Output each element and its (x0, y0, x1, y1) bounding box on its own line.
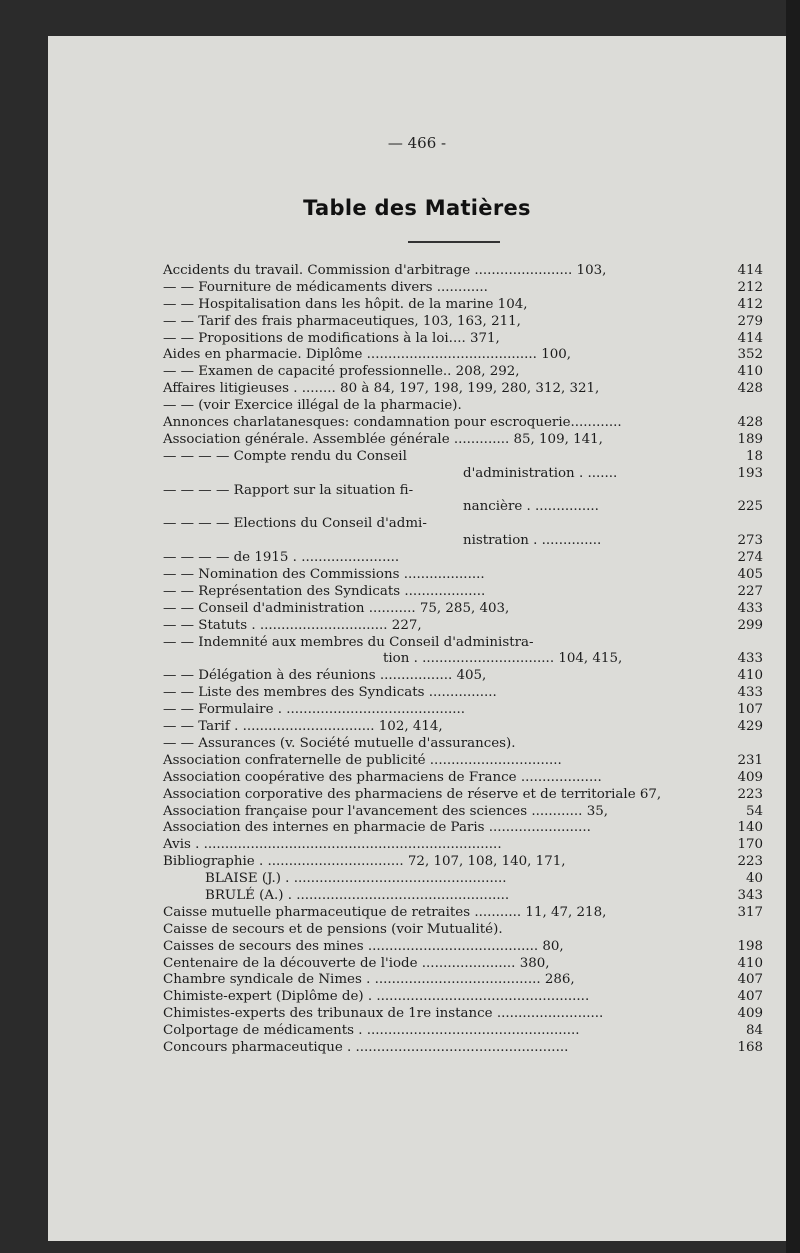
entry-label: — — — — Rapport sur la situation fi- (163, 482, 414, 498)
entry-page: 410 (737, 955, 763, 971)
index-entry (163, 1023, 763, 1040)
entry-page: 405 (737, 567, 763, 583)
entry-label: Annonces charlatanesques: condamnation pour escroquerie............ (163, 415, 622, 431)
index-entry (163, 1006, 763, 1023)
entry-page: 407 (737, 989, 763, 1005)
index-entry (163, 635, 723, 652)
entry-page: 410 (737, 364, 763, 380)
entry-page: 40 (745, 871, 763, 887)
entry-label: — — Représentation des Syndicats ................... (163, 583, 486, 599)
index-entry (163, 533, 763, 550)
index-entry (163, 550, 763, 567)
entry-page: 189 (737, 431, 763, 447)
index-entry (163, 431, 763, 449)
entry-label: Chimistes-experts des tribunaux de 1re instance ......................... (163, 1006, 604, 1022)
entry-page: 279 (737, 313, 763, 329)
entry-page: 84 (745, 1023, 763, 1039)
entry-page: 429 (737, 719, 763, 735)
entry-label: Bibliographie . ................................ 72, 107, 108, 140, 171, (163, 854, 566, 870)
index-entry (163, 415, 763, 432)
index-entry (163, 516, 723, 533)
entry-page: 317 (737, 904, 763, 920)
entry-page: 223 (737, 854, 763, 870)
index-entry (163, 364, 763, 381)
entry-page: 299 (737, 617, 763, 633)
entry-page: 212 (737, 279, 763, 295)
entry-page: 274 (737, 550, 763, 566)
index-entry (163, 989, 763, 1006)
entry-label: — — Fourniture de médicaments divers ............ (163, 279, 488, 295)
entry-page: 231 (737, 752, 763, 768)
entry-label: — — — — Compte rendu du Conseil (163, 448, 407, 464)
index-entry (163, 330, 763, 348)
index-entry (163, 583, 763, 601)
index-entry (163, 854, 763, 871)
page-number: — 466 - (387, 134, 447, 152)
entry-label: Caisses de secours des mines ........................................ 80, (163, 938, 564, 954)
index-entry (163, 1039, 763, 1057)
entry-label: Concours pharmaceutique . .................................................. (163, 1039, 569, 1055)
entry-label: — — — — Elections du Conseil d'admi- (163, 516, 427, 532)
index-entry (163, 786, 763, 804)
index-entry (163, 769, 763, 787)
entry-page: 193 (737, 465, 763, 481)
entry-label: Association générale. Assemblée générale ............. 85, 109, 141, (163, 431, 603, 447)
index-entry (163, 313, 763, 331)
entry-label: — — Propositions de modifications à la loi.... 371, (163, 330, 500, 346)
entry-label: Caisse de secours et de pensions (voir Mutualité). (163, 921, 503, 937)
index-entry (163, 904, 763, 922)
index-entry (163, 499, 763, 516)
entry-label: Association corporative des pharmaciens de réserve et de territoriale 67, (163, 786, 662, 802)
entry-label: Association française pour l'avancement des sciences ............ 35, (163, 803, 608, 819)
entry-page: 227 (737, 583, 763, 599)
entry-label: — — Tarif . ............................... 102, 414, (163, 719, 443, 735)
entry-label: — — Nomination des Commissions ................... (163, 567, 485, 583)
entry-label: — — Indemnité aux membres du Conseil d'administra- (163, 634, 534, 650)
index-entry (163, 803, 763, 821)
index-entry (163, 398, 723, 415)
entry-label: Association coopérative des pharmaciens de France ................... (163, 769, 602, 785)
entry-page: 18 (745, 448, 763, 464)
index-entry (163, 263, 763, 280)
index-entry (163, 685, 763, 702)
entry-page: 428 (737, 415, 763, 431)
entry-label: Affaires litigieuses . ........ 80 à 84, 197, 198, 199, 280, 312, 321, (163, 381, 600, 397)
entry-label: — — Délégation à des réunions ................. 405, (163, 668, 487, 684)
entry-page: 433 (737, 685, 763, 701)
index-entry (163, 752, 763, 770)
entry-label: — — Assurances (v. Société mutuelle d'assurances). (163, 735, 516, 751)
entry-label: — — Tarif des frais pharmaceutiques, 103, 163, 211, (163, 313, 521, 329)
entry-label: d'administration . ....... (463, 465, 618, 481)
entry-label: — — Hospitalisation dans les hôpit. de la marine 104, (163, 296, 528, 312)
entry-label: Avis . ...................................................................... (163, 837, 502, 853)
entry-page: 409 (737, 1006, 763, 1022)
index-entry (163, 279, 763, 297)
entry-label: nancière . ............... (463, 499, 599, 515)
index-entry (163, 617, 763, 635)
entry-page: 433 (737, 600, 763, 616)
entry-page: 54 (745, 803, 763, 819)
index-entry (163, 567, 763, 584)
entry-label: Chambre syndicale de Nimes . ....................................... 286, (163, 972, 575, 988)
entry-label: — — Conseil d'administration ........... 75, 285, 403, (163, 600, 510, 616)
index-entry (163, 651, 763, 668)
entry-label: — — (voir Exercice illégal de la pharmacie). (163, 398, 462, 414)
entry-page: 352 (737, 347, 763, 363)
entry-page: 428 (737, 381, 763, 397)
index-list (163, 263, 763, 1057)
entry-page: 433 (737, 651, 763, 667)
entry-page: 223 (737, 786, 763, 802)
index-entry (163, 955, 763, 973)
document-page (48, 36, 786, 1241)
index-entry (163, 938, 763, 956)
entry-label: Association confraternelle de publicité ............................... (163, 752, 562, 768)
entry-label: tion . ............................... 104, 415, (383, 651, 623, 667)
entry-page: 168 (737, 1039, 763, 1055)
entry-page: 170 (737, 837, 763, 853)
entry-page: 343 (737, 887, 763, 903)
index-entry (163, 887, 763, 905)
index-entry (163, 668, 763, 685)
index-entry (163, 296, 763, 314)
index-entry (163, 702, 763, 719)
entry-label: — — Formulaire . .......................................... (163, 702, 466, 718)
entry-page: 225 (737, 499, 763, 515)
entry-label: — — — — de 1915 . ....................... (163, 550, 400, 566)
entry-label: — — Examen de capacité professionnelle.. 208, 292, (163, 364, 520, 380)
index-entry (163, 381, 763, 398)
entry-page: 140 (737, 820, 763, 836)
index-entry (163, 448, 763, 466)
entry-label: — — Liste des membres des Syndicats ................ (163, 685, 497, 701)
entry-label: Chimiste-expert (Diplôme de) . .................................................. (163, 989, 590, 1005)
entry-page: 412 (737, 296, 763, 312)
entry-label: Centenaire de la découverte de l'iode ...................... 380, (163, 955, 550, 971)
entry-label: nistration . .............. (463, 533, 602, 549)
index-entry (163, 820, 763, 837)
entry-label: Caisse mutuelle pharmaceutique de retraites ........... 11, 47, 218, (163, 904, 607, 920)
entry-label: BRULÉ (A.) . .................................................. (205, 887, 510, 903)
index-entry (163, 922, 723, 939)
entry-page: 414 (737, 263, 763, 278)
entry-label: — — Statuts . .............................. 227, (163, 617, 422, 633)
entry-page: 273 (737, 533, 763, 549)
index-entry (163, 871, 763, 888)
entry-label: Aides en pharmacie. Diplôme ........................................ 100, (163, 347, 572, 363)
index-entry (163, 837, 763, 854)
entry-label: Colportage de médicaments . .................................................. (163, 1023, 580, 1039)
entry-page: 414 (737, 330, 763, 346)
index-entry (163, 347, 763, 364)
entry-label: Association des internes en pharmacie de Paris ........................ (163, 820, 591, 836)
index-entry (163, 600, 763, 618)
entry-page: 409 (737, 769, 763, 785)
entry-label: BLAISE (J.) . .................................................. (205, 871, 507, 887)
index-entry (163, 736, 723, 753)
entry-label: Accidents du travail. Commission d'arbitrage ....................... 103, (163, 263, 607, 278)
index-entry (163, 972, 763, 989)
entry-page: 107 (737, 702, 763, 718)
title-rule (408, 241, 500, 243)
entry-page: 410 (737, 668, 763, 684)
page-title: Table des Matières (303, 196, 531, 220)
index-entry (163, 465, 763, 483)
entry-page: 198 (737, 938, 763, 954)
page-edge (786, 0, 800, 1253)
entry-page: 407 (737, 972, 763, 988)
index-entry (163, 719, 763, 736)
index-entry (163, 483, 723, 500)
